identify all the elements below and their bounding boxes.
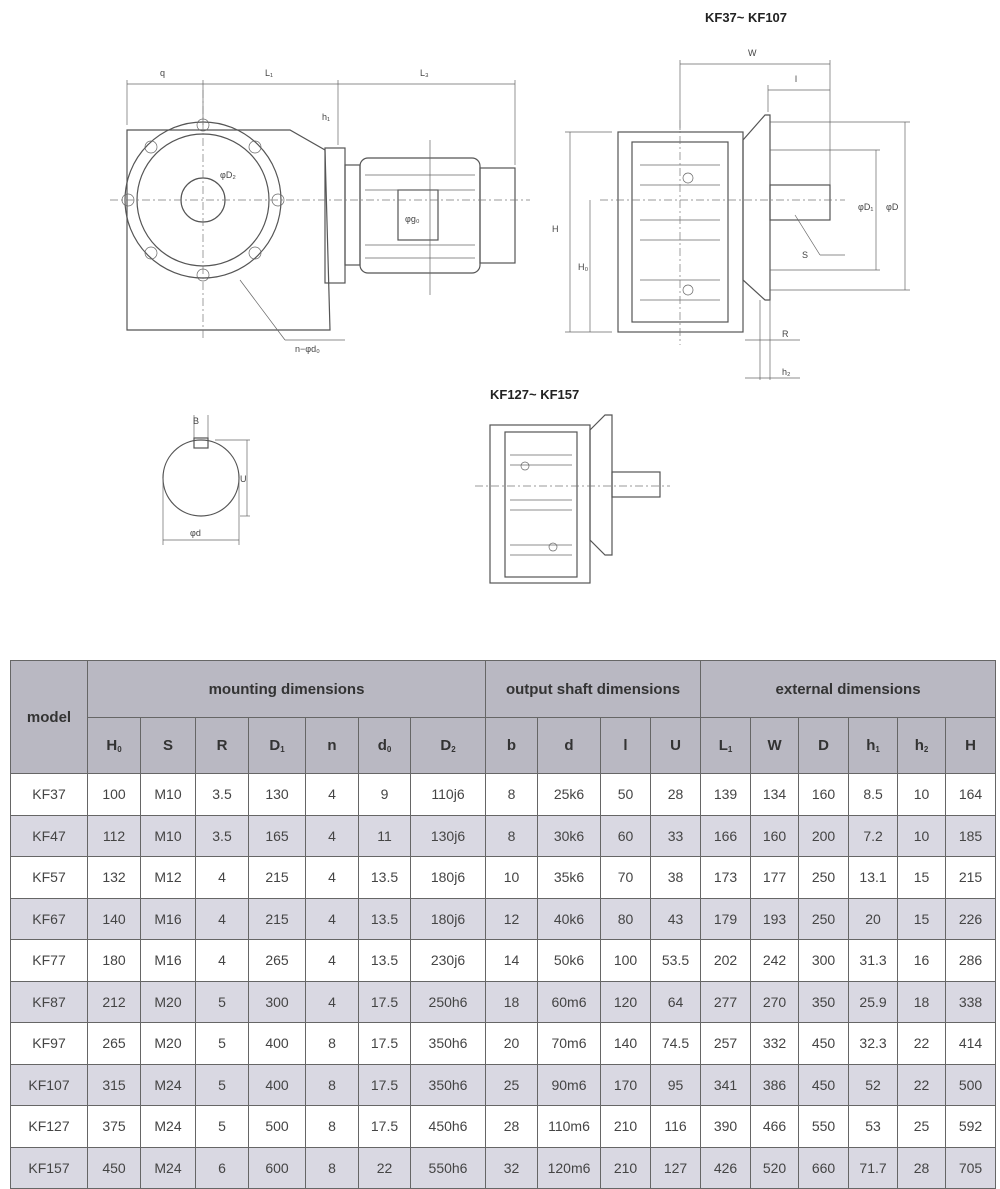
table-cell: 8.5 [849, 774, 898, 816]
title-kf37-kf107: KF37~ KF107 [705, 10, 788, 25]
table-cell: 4 [196, 898, 249, 940]
column-header [141, 718, 196, 774]
label-q: q [160, 68, 166, 78]
table-cell: 80 [601, 898, 651, 940]
table-cell: 166 [701, 815, 751, 857]
column-header-subscript: 0 [386, 745, 392, 754]
label-S: S [802, 250, 809, 260]
table-cell: 13.5 [359, 857, 411, 899]
label-d: φd [190, 528, 201, 538]
table-cell: 50k6 [538, 940, 601, 982]
table-cell: 28 [898, 1147, 946, 1189]
table-cell: 30k6 [538, 815, 601, 857]
table-cell: 90m6 [538, 1064, 601, 1106]
table-cell: M16 [141, 898, 196, 940]
table-cell: 3.5 [196, 815, 249, 857]
header-external-dimensions: external dimensions [701, 661, 996, 718]
table-cell: 202 [701, 940, 751, 982]
table-cell: 8 [306, 1147, 359, 1189]
table-cell: 32.3 [849, 1023, 898, 1065]
column-header-symbol: L [718, 737, 728, 754]
table-cell: M12 [141, 857, 196, 899]
column-header [601, 718, 651, 774]
table-cell: 13.5 [359, 898, 411, 940]
table-cell: 130 [249, 774, 306, 816]
table-cell: M24 [141, 1064, 196, 1106]
column-header-subscript: 1 [727, 745, 733, 754]
table-cell: 28 [651, 774, 701, 816]
table-cell: 8 [486, 815, 538, 857]
label-D: φD [886, 202, 899, 212]
dimensions-table [10, 660, 996, 1189]
table-cell: 8 [306, 1023, 359, 1065]
table-cell: 185 [946, 815, 996, 857]
table-cell: 120m6 [538, 1147, 601, 1189]
table-cell: 179 [701, 898, 751, 940]
table-cell: 20 [486, 1023, 538, 1065]
table-row [11, 1064, 996, 1106]
label-U: U [240, 474, 247, 484]
table-cell: 71.7 [849, 1147, 898, 1189]
table-cell: 257 [701, 1023, 751, 1065]
table-cell: M16 [141, 940, 196, 982]
table-cell: 170 [601, 1064, 651, 1106]
table-cell: 450 [799, 1023, 849, 1065]
table-cell: 130j6 [411, 815, 486, 857]
table-cell: M10 [141, 815, 196, 857]
table-cell: 177 [751, 857, 799, 899]
table-cell: 600 [249, 1147, 306, 1189]
table-cell: 414 [946, 1023, 996, 1065]
column-header-symbol: l [623, 737, 628, 754]
table-cell: 18 [898, 981, 946, 1023]
column-header-subscript: 1 [280, 745, 285, 754]
table-cell: 4 [306, 981, 359, 1023]
table-cell: 250 [799, 898, 849, 940]
model-cell: KF57 [11, 857, 88, 899]
model-cell: KF87 [11, 981, 88, 1023]
column-header [486, 718, 538, 774]
table-cell: 4 [196, 940, 249, 982]
table-cell: 520 [751, 1147, 799, 1189]
table-cell: M24 [141, 1147, 196, 1189]
table-cell: 350h6 [411, 1064, 486, 1106]
model-cell: KF107 [11, 1064, 88, 1106]
table-cell: 400 [249, 1064, 306, 1106]
title-kf127-kf157: KF127~ KF157 [490, 387, 580, 402]
column-header-symbol: d [564, 737, 574, 754]
column-header-subscript: 1 [875, 745, 880, 754]
table-cell: M24 [141, 1106, 196, 1148]
table-cell: 180j6 [411, 857, 486, 899]
table-cell: 180 [88, 940, 141, 982]
table-row [11, 1147, 996, 1189]
front-view-small-drawing [552, 10, 910, 380]
table-row [11, 940, 996, 982]
label-l: l [795, 74, 797, 84]
table-cell: 6 [196, 1147, 249, 1189]
header-output-shaft-dimensions: output shaft dimensions [486, 661, 701, 718]
table-cell: 550h6 [411, 1147, 486, 1189]
label-L3: L₃ [420, 68, 429, 78]
table-cell: 200 [799, 815, 849, 857]
column-header [359, 718, 411, 774]
table-cell: 52 [849, 1064, 898, 1106]
table-cell: 8 [306, 1106, 359, 1148]
label-D2: φD₂ [220, 170, 236, 180]
column-header [799, 718, 849, 774]
front-view-large-drawing [475, 387, 670, 583]
table-cell: 60m6 [538, 981, 601, 1023]
table-cell: 134 [751, 774, 799, 816]
table-cell: 12 [486, 898, 538, 940]
column-header [88, 718, 141, 774]
column-header [196, 718, 249, 774]
table-cell: 17.5 [359, 1064, 411, 1106]
table-cell: 550 [799, 1106, 849, 1148]
column-header-subscript: 2 [923, 745, 929, 754]
table-cell: 74.5 [651, 1023, 701, 1065]
column-header-symbol: D [269, 737, 281, 754]
table-cell: M10 [141, 774, 196, 816]
table-cell: 386 [751, 1064, 799, 1106]
table-cell: 116 [651, 1106, 701, 1148]
table-cell: 31.3 [849, 940, 898, 982]
header-mounting-dimensions: mounting dimensions [88, 661, 486, 718]
label-H0: H₀ [578, 262, 589, 272]
table-cell: 70m6 [538, 1023, 601, 1065]
table-row [11, 815, 996, 857]
column-header-symbol: D [440, 737, 452, 754]
table-cell: 450h6 [411, 1106, 486, 1148]
column-header [538, 718, 601, 774]
table-cell: 11 [359, 815, 411, 857]
label-B: B [193, 416, 200, 426]
table-cell: 4 [306, 815, 359, 857]
table-cell: 5 [196, 981, 249, 1023]
model-cell: KF127 [11, 1106, 88, 1148]
column-header-symbol: h [914, 737, 924, 754]
table-cell: 132 [88, 857, 141, 899]
column-header [651, 718, 701, 774]
table-cell: M20 [141, 1023, 196, 1065]
table-cell: 38 [651, 857, 701, 899]
table-cell: 22 [898, 1023, 946, 1065]
table-cell: 390 [701, 1106, 751, 1148]
table-cell: 7.2 [849, 815, 898, 857]
table-cell: 265 [249, 940, 306, 982]
table-cell: 215 [946, 857, 996, 899]
table-cell: 95 [651, 1064, 701, 1106]
table-cell: 25 [898, 1106, 946, 1148]
table-cell: 500 [249, 1106, 306, 1148]
table-cell: 215 [249, 898, 306, 940]
table-cell: 315 [88, 1064, 141, 1106]
table-cell: 53 [849, 1106, 898, 1148]
column-header-symbol: h [866, 737, 876, 754]
model-cell: KF77 [11, 940, 88, 982]
table-cell: 5 [196, 1023, 249, 1065]
table-cell: 120 [601, 981, 651, 1023]
label-holes: n−φd₀ [295, 344, 320, 354]
table-cell: 592 [946, 1106, 996, 1148]
table-cell: 16 [898, 940, 946, 982]
table-cell: 660 [799, 1147, 849, 1189]
table-cell: 22 [898, 1064, 946, 1106]
table-cell: 32 [486, 1147, 538, 1189]
table-cell: 466 [751, 1106, 799, 1148]
table-row [11, 1106, 996, 1148]
table-cell: 13.5 [359, 940, 411, 982]
table-row [11, 981, 996, 1023]
table-cell: 70 [601, 857, 651, 899]
table-cell: 8 [306, 1064, 359, 1106]
table-cell: 127 [651, 1147, 701, 1189]
table-cell: 173 [701, 857, 751, 899]
column-header [701, 718, 751, 774]
table-cell: 8 [486, 774, 538, 816]
table-cell: 180j6 [411, 898, 486, 940]
table-cell: 210 [601, 1147, 651, 1189]
column-header-subscript: 0 [117, 745, 122, 754]
table-cell: 4 [306, 940, 359, 982]
column-header [751, 718, 799, 774]
table-row [11, 1023, 996, 1065]
model-cell: KF97 [11, 1023, 88, 1065]
table-cell: 10 [898, 815, 946, 857]
table-cell: 160 [799, 774, 849, 816]
column-header-subscript: 2 [451, 745, 456, 754]
table-cell: 53.5 [651, 940, 701, 982]
label-h1: h₁ [322, 112, 331, 122]
label-L1: L₁ [265, 68, 274, 78]
table-cell: 17.5 [359, 1023, 411, 1065]
table-cell: 277 [701, 981, 751, 1023]
table-cell: 400 [249, 1023, 306, 1065]
table-cell: 5 [196, 1064, 249, 1106]
table-cell: 210 [601, 1106, 651, 1148]
table-cell: 193 [751, 898, 799, 940]
column-header-symbol: H [965, 737, 976, 754]
column-header-symbol: n [327, 737, 337, 754]
column-header-symbol: W [767, 737, 782, 754]
column-header-symbol: U [670, 737, 681, 754]
column-header [849, 718, 898, 774]
model-cell: KF67 [11, 898, 88, 940]
column-header-symbol: S [162, 737, 173, 754]
table-cell: 250h6 [411, 981, 486, 1023]
label-h2: h₂ [782, 367, 791, 377]
label-g0: φg₀ [405, 214, 420, 224]
table-cell: 4 [306, 898, 359, 940]
table-cell: 270 [751, 981, 799, 1023]
table-cell: 4 [306, 857, 359, 899]
table-cell: 375 [88, 1106, 141, 1148]
model-cell: KF47 [11, 815, 88, 857]
table-cell: 338 [946, 981, 996, 1023]
column-header [946, 718, 996, 774]
table-cell: 426 [701, 1147, 751, 1189]
table-cell: 112 [88, 815, 141, 857]
table-row [11, 857, 996, 899]
column-header-symbol: d [377, 737, 387, 754]
column-header [411, 718, 486, 774]
table-cell: 28 [486, 1106, 538, 1148]
table-cell: 300 [249, 981, 306, 1023]
label-W: W [748, 48, 757, 58]
table-cell: 164 [946, 774, 996, 816]
table-cell: 4 [306, 774, 359, 816]
table-cell: 25k6 [538, 774, 601, 816]
table-cell: 242 [751, 940, 799, 982]
column-header-symbol: H [106, 737, 118, 754]
model-cell: KF37 [11, 774, 88, 816]
table-cell: 25 [486, 1064, 538, 1106]
table-cell: 140 [601, 1023, 651, 1065]
table-cell: 18 [486, 981, 538, 1023]
table-cell: 100 [88, 774, 141, 816]
table-cell: 25.9 [849, 981, 898, 1023]
column-header-symbol: R [216, 737, 228, 754]
table-cell: 140 [88, 898, 141, 940]
column-header [898, 718, 946, 774]
table-cell: 15 [898, 898, 946, 940]
table-cell: 250 [799, 857, 849, 899]
table-cell: 350 [799, 981, 849, 1023]
table-cell: 50 [601, 774, 651, 816]
table-cell: 350h6 [411, 1023, 486, 1065]
table-cell: 110m6 [538, 1106, 601, 1148]
label-H: H [552, 224, 559, 234]
table-cell: 165 [249, 815, 306, 857]
table-cell: 22 [359, 1147, 411, 1189]
model-cell: KF157 [11, 1147, 88, 1189]
table-cell: 10 [898, 774, 946, 816]
table-cell: 450 [88, 1147, 141, 1189]
table-cell: 500 [946, 1064, 996, 1106]
table-cell: 10 [486, 857, 538, 899]
column-header-symbol: b [506, 737, 517, 754]
column-header [306, 718, 359, 774]
table-cell: 20 [849, 898, 898, 940]
side-view-drawing [110, 68, 530, 354]
table-cell: 341 [701, 1064, 751, 1106]
table-cell: 286 [946, 940, 996, 982]
column-header [249, 718, 306, 774]
table-cell: 9 [359, 774, 411, 816]
table-row [11, 774, 996, 816]
table-cell: 13.1 [849, 857, 898, 899]
table-cell: 15 [898, 857, 946, 899]
table-cell: 40k6 [538, 898, 601, 940]
header-model: model [11, 661, 88, 774]
table-cell: 33 [651, 815, 701, 857]
table-cell: 3.5 [196, 774, 249, 816]
table-cell: 160 [751, 815, 799, 857]
table-row [11, 898, 996, 940]
table-cell: 265 [88, 1023, 141, 1065]
table-cell: 64 [651, 981, 701, 1023]
table-cell: 450 [799, 1064, 849, 1106]
table-cell: 332 [751, 1023, 799, 1065]
table-cell: 300 [799, 940, 849, 982]
table-cell: 35k6 [538, 857, 601, 899]
table-cell: 4 [196, 857, 249, 899]
table-cell: 212 [88, 981, 141, 1023]
table-cell: 17.5 [359, 1106, 411, 1148]
label-D1: φD₁ [858, 202, 874, 212]
table-cell: 60 [601, 815, 651, 857]
label-R: R [782, 329, 789, 339]
table-cell: 110j6 [411, 774, 486, 816]
table-cell: 230j6 [411, 940, 486, 982]
table-cell: 5 [196, 1106, 249, 1148]
table-cell: 100 [601, 940, 651, 982]
table-cell: 14 [486, 940, 538, 982]
table-cell: 226 [946, 898, 996, 940]
table-cell: 705 [946, 1147, 996, 1189]
table-cell: 17.5 [359, 981, 411, 1023]
shaft-section-drawing [163, 415, 250, 545]
table-cell: 43 [651, 898, 701, 940]
table-cell: M20 [141, 981, 196, 1023]
table-cell: 139 [701, 774, 751, 816]
table-cell: 215 [249, 857, 306, 899]
column-header-symbol: D [818, 737, 829, 754]
